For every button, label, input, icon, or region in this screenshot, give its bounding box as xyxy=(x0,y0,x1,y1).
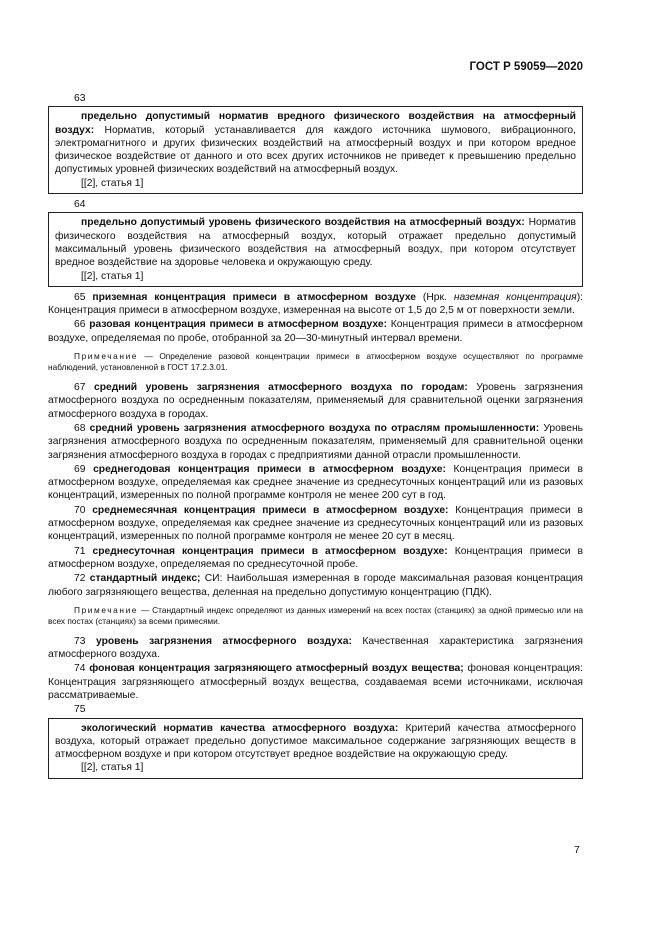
definition: Концентрация примеси в атмосферном воздухе, определяемая как среднее значение из среднесуточных концентраций или из разовых концентраций, измеренных по полной программе контроля не менее 200 сут в год. xyxy=(48,463,583,502)
entry-text xyxy=(55,722,576,762)
entry-67 xyxy=(48,381,583,421)
boxed-entry-75 xyxy=(48,718,583,779)
definition: Концентрация примеси в атмосферном воздухе, определяемая по среднесуточной пробе. xyxy=(48,545,583,570)
term: экологический норматив качества атмосферного воздуха: xyxy=(81,722,399,734)
entry-68 xyxy=(48,422,583,462)
entry-number: 66 xyxy=(74,319,90,331)
source-reference: [[2], статья 1] xyxy=(81,762,144,774)
entry-text xyxy=(55,110,576,176)
definition: Уровень загрязнения атмосферного воздуха по осредненным показателям, применяемый для сравнительной оценки загрязнения атмосферного воздуха в городах. xyxy=(48,382,583,420)
boxed-entry-64 xyxy=(48,212,583,286)
note-text: — Определение разовой концентрации примеси в атмосферном воздухе осуществляют по программе наблюдений, установленной в ГОСТ 17.2.3.01. xyxy=(48,351,583,373)
note-text: — Стандартный индекс определяют из данных измерений на всех постах (станциях) за одной примесью или на всех постах (станциях) за всеми примесями. xyxy=(48,604,583,626)
note-1 xyxy=(48,351,583,373)
entry-number: 65 xyxy=(74,291,93,303)
definition: СИ: Наибольшая измеренная в городе максимальная разовая концентрация любого загрязняющего вещества, деленная на предельно допустимую концентрацию (ПДК). xyxy=(48,573,583,598)
term: среднегодовая концентрация примеси в атмосферном воздухе: xyxy=(93,463,446,475)
entry-65 xyxy=(48,291,583,318)
entry-74 xyxy=(48,662,583,702)
definition: Концентрация примеси в атмосферном воздухе, определяемая по пробе, отобранной за 20—30-минутный интервал времени. xyxy=(48,319,583,344)
entry-number: 74 xyxy=(74,663,90,675)
term: приземная концентрация примеси в атмосферном воздухе xyxy=(92,291,417,303)
term: предельно допустимый норматив вредного физического воздействия на атмосферный воздух: xyxy=(55,111,576,136)
note-label: Примечание xyxy=(74,351,139,362)
definition: Концентрация примеси в атмосферном воздухе, определяемая как среднее значение из среднесуточных концентраций или из разовых концентраций, измеренных по полной программе контроля не менее 20 сут в месяц. xyxy=(48,504,583,543)
non-recommended-term: наземная концентрация xyxy=(453,291,577,303)
term: предельно допустимый уровень физического воздействия на атмосферный воздух: xyxy=(81,217,525,229)
document-body xyxy=(48,92,583,783)
entry-text xyxy=(55,216,576,269)
synonym-prefix: (Нрк. xyxy=(416,291,454,303)
entry-73 xyxy=(48,635,583,662)
entry-66 xyxy=(48,318,583,345)
definition: Критерий качества атмосферного воздуха, который отражает предельно допустимое максимальное содержание загрязняющих веществ в атмосферном воздухе и при котором отсутствует вредное воздействие на окружающую среду. xyxy=(55,722,576,761)
entry-71 xyxy=(48,545,583,572)
entry-number: 68 xyxy=(74,422,90,434)
definition: Норматив, который устанавливается для каждого источника шумового, вибрационного, электромагнитного и других физических воздействий на атмосферный воздух и при котором вредное физическое воздействие от данного и ото всех других источников не приведет к превышению предельно допустимых уровней физических воздействий на атмосферный воздух. xyxy=(55,124,576,176)
definition: ): Концентрация примеси в атмосферном воздухе, измеренная на высоте от 1,5 до 2,5 м от поверхности земли. xyxy=(48,291,583,317)
term: среднемесячная концентрация примеси в атмосферном воздухе: xyxy=(92,504,449,516)
note-2 xyxy=(48,605,583,627)
entry-number: 71 xyxy=(74,545,93,557)
term: разовая концентрация примеси в атмосферном воздухе: xyxy=(89,319,388,331)
term: средний уровень загрязнения атмосферного воздуха по городам: xyxy=(93,382,468,394)
definition: фоновая концентрация: Концентрация загрязняющего атмосферный воздух вещества, создаваемая всеми источниками, исключая рассматриваемые. xyxy=(48,663,583,701)
source-reference: [[2], статья 1] xyxy=(81,270,144,282)
entry-70 xyxy=(48,504,583,544)
page-number: 7 xyxy=(574,844,580,856)
entry-number: 67 xyxy=(74,382,94,394)
term: уровень загрязнения атмосферного воздуха: xyxy=(96,635,352,647)
entry-72 xyxy=(48,572,583,599)
definition: Норматив физического воздействия на атмосферный воздух, который отражает предельно допустимый максимальный уровень физического воздействия на атмосферный воздух, при котором отсутствует вредное воздействие на здоровье человека и окружающую среду. xyxy=(55,217,576,269)
term: среднесуточная концентрация примеси в атмосферном воздухе: xyxy=(92,545,448,557)
document-header: ГОСТ Р 59059—2020 xyxy=(469,61,583,73)
entry-number: 63 xyxy=(74,93,86,104)
term: стандартный индекс; xyxy=(89,573,201,585)
entry-number: 73 xyxy=(74,635,96,647)
definition: Уровень загрязнения атмосферного воздуха по осредненным показателям, применяемый для сравнительной оценки загрязнения атмосферного воздуха в городах с предприятиями данной отрасли промышленности. xyxy=(48,422,583,461)
entry-number: 69 xyxy=(74,463,94,475)
entry-number: 70 xyxy=(74,504,93,516)
note-label: Примечание xyxy=(74,604,139,615)
definition: Качественная характеристика загрязнения атмосферного воздуха. xyxy=(48,635,583,661)
source-reference: [[2], статья 1] xyxy=(81,177,144,189)
term: средний уровень загрязнения атмосферного воздуха по отраслям промышленности: xyxy=(89,422,540,434)
entry-number: 64 xyxy=(74,199,86,211)
entry-number: 75 xyxy=(74,704,86,716)
term: фоновая концентрация загрязняющего атмосферный воздух вещества; xyxy=(89,663,464,675)
entry-number: 72 xyxy=(74,573,90,585)
boxed-entry-63 xyxy=(48,106,583,194)
entry-69 xyxy=(48,463,583,503)
